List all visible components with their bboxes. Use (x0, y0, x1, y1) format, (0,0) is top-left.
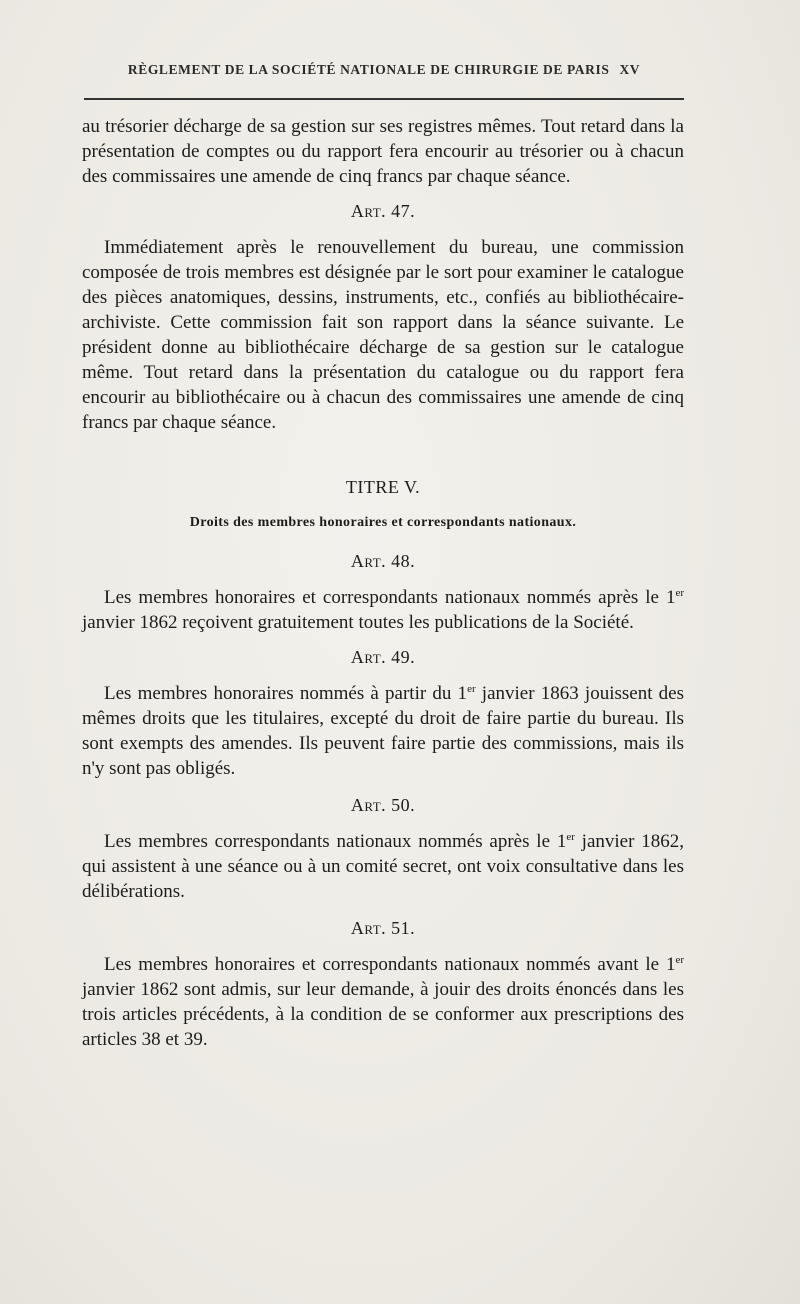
article-48-text: Les membres honoraires et correspondants nationaux nommés après le 1er janvier 1862 reçoivent gratuitement toutes les publications de la Société. (82, 587, 684, 633)
article-51-text: Les membres honoraires et correspondants nationaux nommés avant le 1er janvier 1862 sont admis, sur leur demande, à jouir des droits énoncés dans les trois articles précédents, à la condition de se conformer aux prescriptions des articles 38 et 39. (82, 954, 684, 1050)
page-body (82, 114, 684, 1052)
article-47-heading: Art. 47. (350, 201, 416, 221)
article-50-heading: Art. 50. (350, 795, 416, 815)
article-51-heading: Art. 51. (350, 918, 416, 938)
article-49-heading: Art. 49. (350, 647, 416, 667)
article-48-heading: Art. 48. (350, 551, 416, 571)
header-rule (84, 98, 684, 100)
page-number: XV (619, 62, 641, 77)
running-header (84, 62, 684, 78)
paragraph-continuation: au trésorier décharge de sa gestion sur ses registres mêmes. Tout retard dans la présentation de comptes ou du rapport fera encourir au trésorier ou à chacun des commissaires une amende de cinq francs par chaque séance. (82, 116, 684, 187)
article-49-text: Les membres honoraires nommés à partir du 1er janvier 1863 jouissent des mêmes droits que les titulaires, excepté du droit de faire partie du bureau. Ils sont exempts des amendes. Ils peuvent faire partie des commissions, mais ils n'y sont pas obligés. (82, 683, 685, 779)
section-title: TITRE V. (345, 477, 421, 497)
article-47-text: Immédiatement après le renouvellement du bureau, une commission composée de trois membres est désignée par le sort pour examiner le catalogue des pièces anatomiques, dessins, instruments, etc., confiés au bibliothécaire-archiviste. Cette commission fait son rapport dans la séance suivante. Le président donne au bibliothécaire décharge de sa gestion sur le catalogue même. Tout retard dans la présentation du catalogue ou du rapport fera encourir au bibliothécaire ou à chacun des commissaires une amende de cinq francs par chaque séance. (82, 237, 684, 433)
section-subtitle: Droits des membres honoraires et correspondants nationaux. (189, 515, 577, 530)
article-50-text: Les membres correspondants nationaux nommés après le 1er janvier 1862, qui assistent à une séance ou à un comité secret, ont voix consultative dans les délibérations. (82, 831, 684, 902)
header-title: RÈGLEMENT DE LA SOCIÉTÉ NATIONALE DE CHIRURGIE DE PARIS (127, 62, 610, 77)
